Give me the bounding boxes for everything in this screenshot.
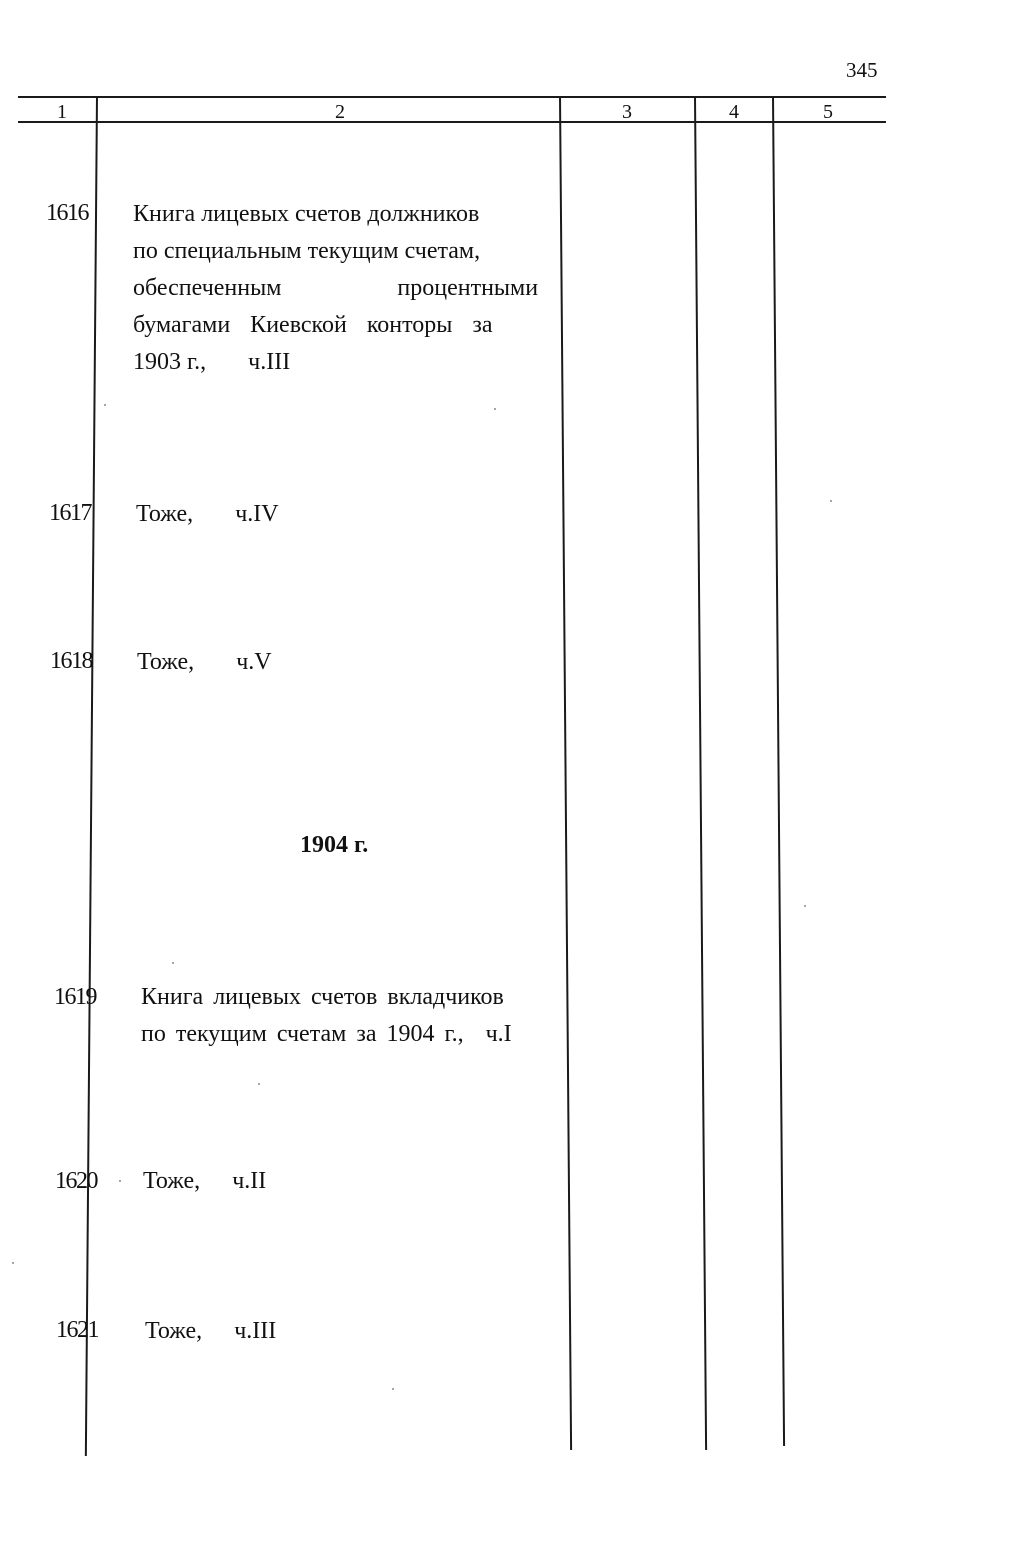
description-line: бумагами Киевской конторы за <box>133 312 493 338</box>
column-divider <box>694 96 707 1450</box>
entry-number: 1620 <box>55 1168 97 1194</box>
scan-speck <box>258 1083 260 1085</box>
entry-number: 1617 <box>49 500 91 526</box>
entry-number: 1621 <box>56 1317 98 1343</box>
description-line: по специальным текущим счетам, <box>133 238 481 264</box>
entry-description <box>133 196 539 381</box>
scan-speck <box>12 1262 14 1264</box>
column-header-1: 1 <box>57 101 67 123</box>
scan-speck <box>392 1388 394 1390</box>
description-line: Книга лицевых счетов вкладчиков <box>141 984 504 1010</box>
section-heading: 1904 г. <box>300 832 369 858</box>
part-label: ч.II <box>232 1168 267 1194</box>
column-header-2: 2 <box>335 101 345 123</box>
entry-description <box>137 644 272 681</box>
column-header-3: 3 <box>622 101 632 123</box>
column-header-4: 4 <box>729 101 739 123</box>
part-label: ч.III <box>248 349 291 375</box>
part-label: ч.I <box>485 1021 512 1047</box>
description-line: Тоже, ч.II <box>143 1168 267 1194</box>
description-line: Тоже, ч.V <box>137 649 272 675</box>
description-line: Тоже, ч.IV <box>136 501 279 527</box>
description-line: обеспеченным процентными <box>133 275 539 301</box>
part-label: ч.IV <box>235 501 279 527</box>
entry-number: 1619 <box>54 984 96 1010</box>
entry-description <box>145 1313 276 1350</box>
scan-speck <box>104 404 106 406</box>
entry-description <box>141 979 537 1053</box>
description-line: 1903 г., ч.III <box>133 349 291 375</box>
description-line: Тоже, ч.III <box>145 1318 277 1344</box>
scan-speck <box>804 905 806 907</box>
table-top-rule <box>18 96 886 98</box>
scan-speck <box>119 1180 121 1182</box>
column-divider <box>85 96 98 1456</box>
scan-speck <box>494 408 496 410</box>
column-header-5: 5 <box>823 101 833 123</box>
part-label: ч.V <box>236 649 272 675</box>
entry-description <box>143 1163 266 1200</box>
description-line: по текущим счетам за 1904 г., ч.I <box>141 1021 512 1047</box>
entry-number: 1616 <box>46 200 88 226</box>
scan-speck <box>172 962 174 964</box>
column-divider <box>772 96 785 1446</box>
page-number: 345 <box>846 58 878 82</box>
entry-number: 1618 <box>50 648 92 674</box>
scan-speck <box>830 500 832 502</box>
part-label: ч.III <box>234 1318 277 1344</box>
entry-description <box>136 496 279 533</box>
description-line: Книга лицевых счетов должников <box>133 201 480 227</box>
column-divider <box>559 96 572 1450</box>
table-header-rule <box>18 121 886 123</box>
